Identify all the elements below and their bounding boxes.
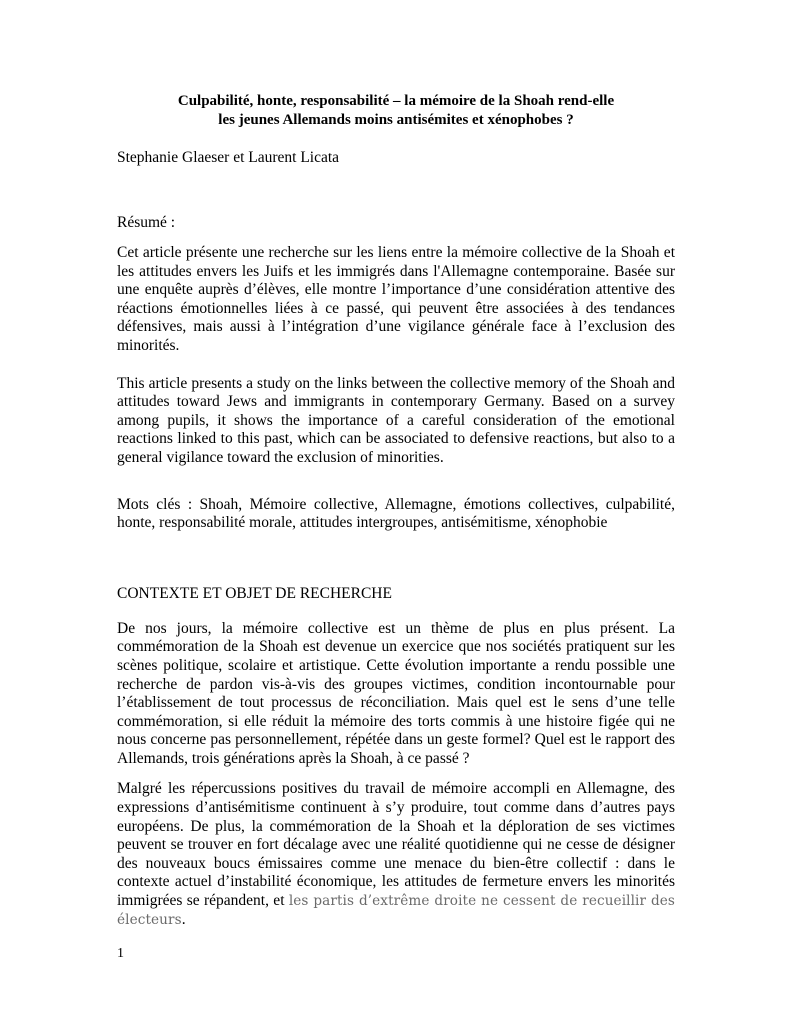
document-page [117, 92, 675, 929]
paragraph-2-main: Malgré les répercussions positives du travail de mémoire accompli en Allemagne, des expressions d’antisémitisme continuent à s’y produire, tout comme dans d’autres pays européens. De plus, la commémoration de la Shoah et la déploration de ses victimes peuvent se trouver en fort décalage avec une réalité quotidienne qui ne cesse de désigner des nouveaux boucs émissaires comme une menace du bien-être collectif : dans le contexte actuel d’instabilité économique, les attitudes de fermeture envers les minorités immigrées se répandent, et [117, 780, 675, 910]
document-title [117, 92, 675, 130]
section-heading: CONTEXTE ET OBJET DE RECHERCHE [117, 584, 392, 602]
page-number: 1 [117, 946, 124, 961]
title-line-1: Culpabilité, honte, responsabilité – la mémoire de la Shoah rend-elle [177, 93, 615, 109]
paragraph-2-highlight: les partis d’extrême droite ne cessent de recueillir des électeurs [117, 893, 675, 928]
abstract-french: Cet article présente une recherche sur les liens entre la mémoire collective de la Shoah et les attitudes envers les Juifs et les immigrés dans l'Allemagne contemporaine. Basée sur une enquête auprès d’élèves, elle montre l’importance d’une considération attentive des réactions émotionnelles liées à ce passé, qui peuvent être associées à des tendances défensives, mais aussi à l’intégration d’une vigilance générale face à l’exclusion des minorités. [117, 244, 675, 354]
authors: Stephanie Glaeser et Laurent Licata [117, 149, 340, 166]
paragraph-1: De nos jours, la mémoire collective est un thème de plus en plus présent. La commémoration de la Shoah est devenue un exercice que nos sociétés pratiquent sur les scènes politique, scolaire et artistique. Cette évolution importante a rendu possible une recherche de pardon vis-à-vis des groupes victimes, condition incontournable pour l’établissement de tout processus de réconciliation. Mais quel est le sens d’une telle commémoration, si elle réduit la mémoire des torts commis à une histoire figée qui ne nous concerne pas personnellement, répétée dans un geste formel? Quel est le rapport des Allemands, trois générations après la Shoah, à ce passé ? [117, 619, 675, 767]
paragraph-2-end: . [181, 910, 186, 928]
resume-heading: Résumé : [117, 214, 176, 231]
paragraph-2 [117, 780, 675, 929]
keywords: Mots clés : Shoah, Mémoire collective, Allemagne, émotions collectives, culpabilité, honte, responsabilité morale, attitudes intergroupes, antisémitisme, xénophobie [117, 495, 675, 532]
abstract-english: This article presents a study on the links between the collective memory of the Shoah and attitudes toward Jews and immigrants in contemporary Germany. Based on a survey among pupils, it shows the importance of a careful consideration of the emotional reactions linked to this past, which can be associated to defensive reactions, but also to a general vigilance toward the exclusion of minorities. [117, 374, 675, 466]
title-line-2: les jeunes Allemands moins antisémites et xénophobes ? [218, 112, 574, 128]
